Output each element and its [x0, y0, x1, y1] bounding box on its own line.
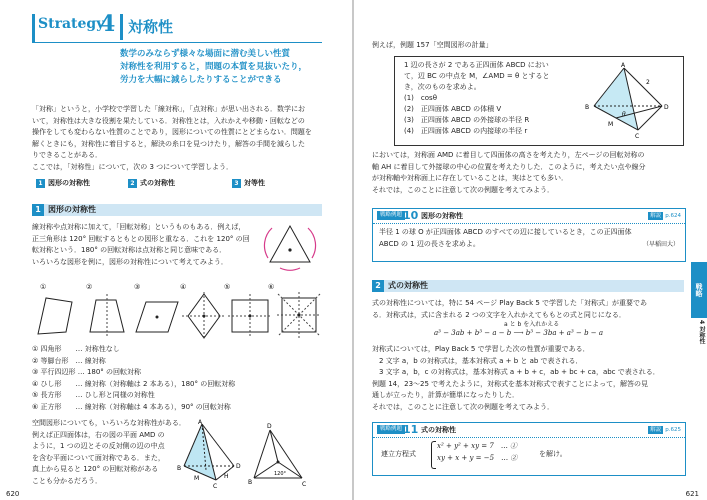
right-top-text: 例えば，例題 157「空間図形の計量」	[372, 41, 493, 49]
system-label: 連立方程式	[381, 450, 416, 458]
section2-body2: 対称式については，Play Back 5 で学習した次の性質が重要である． 2 文字 a，b の対称式は，基本対称式 a + b と ab で表される． 3 文字 a，b，c の対称式は，基本対称式 a + b + c，ab + bc + ca，abc で表される． 例題 14，23〜25 で考えたように，対称式を基本対称式で表すことによって，解答の見 通しが立ったり，計算が簡単になったりした． それでは，このことに注意して次の例題を考えてみよう．	[372, 345, 660, 411]
rotation-arrow-right	[308, 228, 316, 258]
rotation-arrow-bottom	[280, 268, 300, 270]
intro-paragraph: 「対称」というと，小学校で学習した「線対称」，「点対称」が思い出される．数学にお いて，対称性は大きな役割を果たしている．対称性とは，入れかえや移動・回転などの 操作をしても変わらない性質のことであり，図形についての性質にとどまらない．問題を 解くときにも，対称性に着目すると，解決の糸口を見つけたり，解答の手間を減らした りできることがある． ここでは，「対称性」について，次の 3 つについて学習しよう．	[32, 105, 312, 171]
equilateral-triangle	[270, 226, 310, 262]
system-tail: を解け。	[539, 450, 567, 458]
section1-body: 線対称や点対称に加えて，「回転対称」というものもある．例えば， 正三角形は 120° 回転するともとの図形と重なる．これを 120° の回 転対称という．180° の回転対称は点対称と同じ意味である． いろいろな図形を例に，図形の対称性について考えてみよう．	[32, 223, 250, 266]
toc-item-2: 2 式の対称性	[128, 178, 175, 188]
right-page	[354, 0, 707, 500]
example-10-box	[372, 208, 686, 262]
after-problem-text: においては，対称面 AMD に着目して四面体の高さを考えたり，左ページの回転対称の 軸 AH に着目して外接球の中心の位置を考えたりした．このように，考えたい点や線分 が対称軸や対称面上に存在していることは，実はとても多い． それでは，このことに注意して次の例題を考えてみよう．	[372, 151, 646, 194]
chapter-side-tab[interactable]: 戦略	[691, 262, 707, 318]
example-tag: 戦略例題	[377, 425, 405, 434]
chapter-side-subtitle: 4 対称性	[698, 320, 705, 345]
system-brace	[431, 441, 436, 469]
svg-text:B: B	[585, 104, 590, 111]
svg-text:D: D	[664, 104, 669, 111]
fig2-label-b: B	[248, 479, 253, 486]
shape-number-3: ③	[134, 283, 141, 291]
fig-label-c: C	[213, 483, 218, 488]
example-11-box	[372, 422, 686, 476]
section2-body: 式の対称性については，特に 54 ページ Play Back 5 で学習した「対称式」が重要であ る．対称式は，式に含まれる 2 つの文字を入れかえてももとの式と同じになる．	[372, 299, 648, 319]
svg-text:A: A	[621, 62, 626, 69]
shape-number-2: ②	[86, 283, 93, 291]
example-number: 10	[403, 209, 419, 222]
shape-list: ① 四角形 … 対称性なし ② 等脚台形 … 線対称 ③ 平行四辺形 … 180° の回転対称 ④ ひし形 … 線対称（対称軸は 2 本ある），180° の回転対称 ⑤ 長方形 … ひし形と同様の対称性 ⑥ 正方形 … 線対称（対称軸は 4 本ある），90° の回転対称	[32, 345, 236, 411]
shape-number-5: ⑤	[224, 283, 231, 291]
fig-label-m: M	[194, 475, 200, 482]
fig-label-a: A	[198, 419, 203, 426]
tetrahedron-figures	[176, 418, 326, 488]
system-equations: x² + y² + xy = 7 … ① xy + x + y = −5 … ②	[437, 442, 518, 462]
example-ref-link[interactable]: 解説 p.624	[650, 213, 681, 219]
svg-text:2: 2	[646, 79, 650, 86]
space-figure-text: 空間図形についても，いろいろな対称性がある． 例えば正四面体は，右の図の平面 AMD の ように，1 つの辺とその反対側の辺の中点 を含む平面について面対称である．また， 真上から見ると 120° の回転対称がある ことも分かるだろう．	[32, 419, 186, 485]
svg-text:C: C	[635, 133, 640, 140]
triangle-rotation-figure	[260, 218, 320, 274]
strategy-word: Strategy	[38, 16, 105, 32]
symmetric-formula: a³ − 3ab + b³ − a − b ⟶ b³ − 3ba + a³ − b − a	[434, 329, 604, 337]
fig2-label-d: D	[267, 423, 272, 430]
page-number-left: 620	[6, 490, 20, 498]
example-title: 図形の対称性	[421, 212, 463, 220]
toc-item-1: 1 図形の対称性	[36, 178, 90, 188]
strategy-number: 4	[100, 11, 116, 37]
svg-text:θ: θ	[622, 111, 626, 118]
example-10-source: （早稲田大）	[642, 241, 679, 248]
fig-label-h: H	[224, 473, 229, 480]
problem-text: 1 辺の長さが 2 である正四面体 ABCD におい て，辺 BC の中点を M，∠AMD = θ とすると き，次のものを求めよ。 (1) cosθ (2) 正四面体 ABCD の体積 V (3) 正四面体 ABCD の外接球の半径 R (4) 正四面体 ABCD の内接球の半径 r	[404, 61, 550, 135]
title-bar	[120, 14, 123, 40]
fig2-label-angle: 120°	[274, 471, 287, 477]
page-title: 対称性	[128, 18, 174, 36]
example-number: 11	[403, 423, 419, 436]
fig-label-d: D	[236, 463, 241, 470]
header-divider	[32, 42, 322, 43]
example-ref-link[interactable]: 解説 p.625	[650, 427, 681, 433]
toc-item-3: 3 対等性	[232, 178, 265, 188]
rotation-arrow-left	[264, 228, 272, 258]
shape-number-1: ①	[40, 283, 47, 291]
lead-text: 数学のみならず様々な場面に潜む美しい性質 対称性を利用すると，問題の本質を見抜いたり， 労力を大幅に減らしたりすることができる	[120, 49, 308, 85]
shape-number-6: ⑥	[268, 283, 275, 291]
problem-tetrahedron-figure	[580, 60, 676, 140]
shapes-figure	[32, 292, 322, 340]
example-tag: 戦略例題	[377, 211, 405, 220]
example-10-body: 半径 1 の球 O が正四面体 ABCD のすべての辺に接しているとき，この正四面体 ABCD の 1 辺の長さを求めよ。	[379, 228, 632, 248]
quadrilateral-shape	[38, 298, 72, 334]
section-header-formula: 2 式の対称性	[372, 280, 684, 292]
page-number-right: 621	[685, 490, 699, 498]
triangle-center	[288, 248, 291, 251]
fig2-label-c: C	[302, 481, 307, 488]
example-title: 式の対称性	[421, 426, 456, 434]
fig-label-b: B	[177, 465, 182, 472]
shape-number-4: ④	[180, 283, 187, 291]
section-header-figure: 1 図形の対称性	[32, 204, 322, 216]
formula-annotation: a と b を入れかえる	[504, 321, 560, 328]
left-page	[0, 0, 352, 500]
svg-text:M: M	[608, 121, 614, 128]
